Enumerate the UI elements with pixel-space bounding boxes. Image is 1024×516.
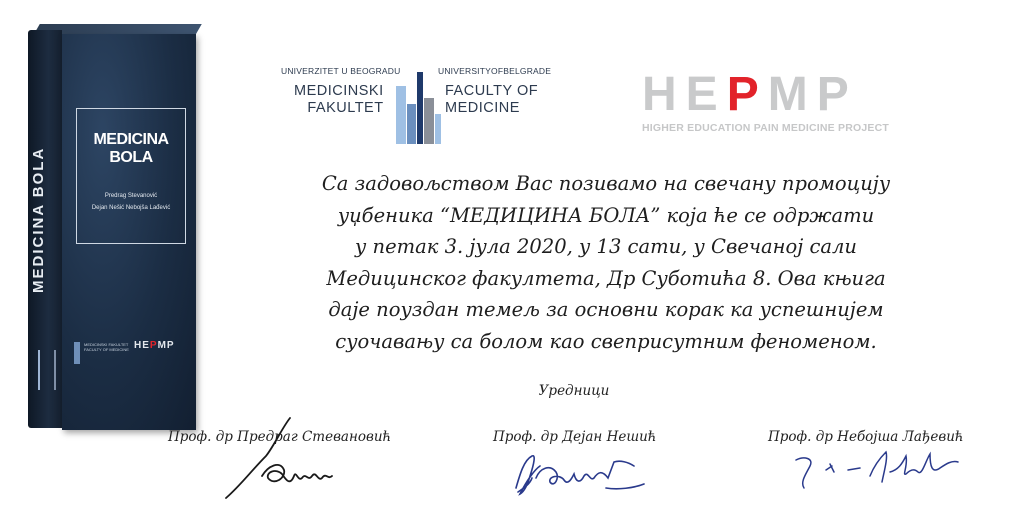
- hepmp-he: HE: [642, 68, 727, 121]
- book-spine: [28, 30, 62, 428]
- cover-title-frame: [76, 108, 186, 244]
- cover-hepmp-mp: MP: [157, 340, 175, 351]
- cover-faculty-logo: [74, 342, 134, 364]
- editor-3-name: Проф. др Небојша Лађевић: [768, 429, 964, 445]
- editors-heading: Уредници: [538, 383, 610, 399]
- cover-author-1: Predrag Stevanović: [104, 193, 158, 199]
- cover-hepmp-logo: [134, 340, 175, 351]
- cover-authors-2-3: Dejan Nešić Nebojša Lađević: [91, 205, 171, 211]
- faculty-name-english: [445, 83, 538, 117]
- cover-logos: [74, 334, 190, 374]
- hepmp-mp: MP: [767, 68, 858, 121]
- invitation-line: уџбеника “МЕДИЦИНА БОЛА” која ће се одржати: [337, 203, 875, 227]
- editor-2-name: Проф. др Дејан Нешић: [493, 429, 657, 445]
- invitation-text: [286, 168, 926, 357]
- cover-faculty-left: MEDICINSKI FAKULTET: [84, 342, 129, 347]
- cover-hepmp-p: P: [149, 340, 158, 351]
- faculty-name-english-line1: FACULTY OF: [445, 83, 539, 99]
- hepmp-logo: [642, 70, 942, 140]
- spine-title: MEDICINA BOLA: [30, 146, 47, 294]
- signature-3: [790, 446, 970, 500]
- book-cover-image: [28, 24, 198, 430]
- faculty-of-medicine-logo: [278, 66, 568, 146]
- invitation-line: Медицинског факултета, Др Суботића 8. Ова књига: [326, 266, 886, 290]
- hepmp-subtitle: HIGHER EDUCATION PAIN MEDICINE PROJECT: [642, 122, 889, 134]
- book-front-cover: [62, 34, 196, 430]
- faculty-name-serbian-line1: MEDICINSKI: [294, 83, 384, 99]
- faculty-name-serbian-line2: FAKULTET: [307, 100, 384, 116]
- cover-hepmp-he: HE: [134, 340, 150, 351]
- editor-1-name: Проф. др Предраг Стевановић: [168, 429, 392, 445]
- university-name-english: UNIVERSITYOFBELGRADE: [438, 66, 552, 76]
- invitation-line: даје поуздан темељ за основни корак ка успешнијем: [328, 298, 884, 321]
- cover-title: MEDICINA BOLA: [93, 131, 169, 166]
- cover-faculty-right: FACULTY OF MEDICINE: [84, 347, 129, 352]
- signature-1: [222, 416, 342, 510]
- invitation-line: суочавању са болом као свеприсутним феноменом.: [335, 329, 877, 353]
- signature-2: [510, 448, 660, 504]
- university-name-serbian: UNIVERZITET U BEOGRADU: [281, 66, 401, 76]
- faculty-logo-bars-icon: [396, 72, 446, 144]
- hepmp-p: P: [726, 68, 768, 121]
- hepmp-letters: [642, 70, 942, 120]
- invitation-line: у петак 3. јула 2020, у 13 сати, у Свечаној сали: [355, 235, 857, 258]
- faculty-name-english-line2: MEDICINE: [445, 100, 520, 116]
- invitation-line: Са задовољством Вас позивамо на свечану промоцију: [321, 172, 891, 195]
- faculty-name-serbian: [294, 83, 384, 117]
